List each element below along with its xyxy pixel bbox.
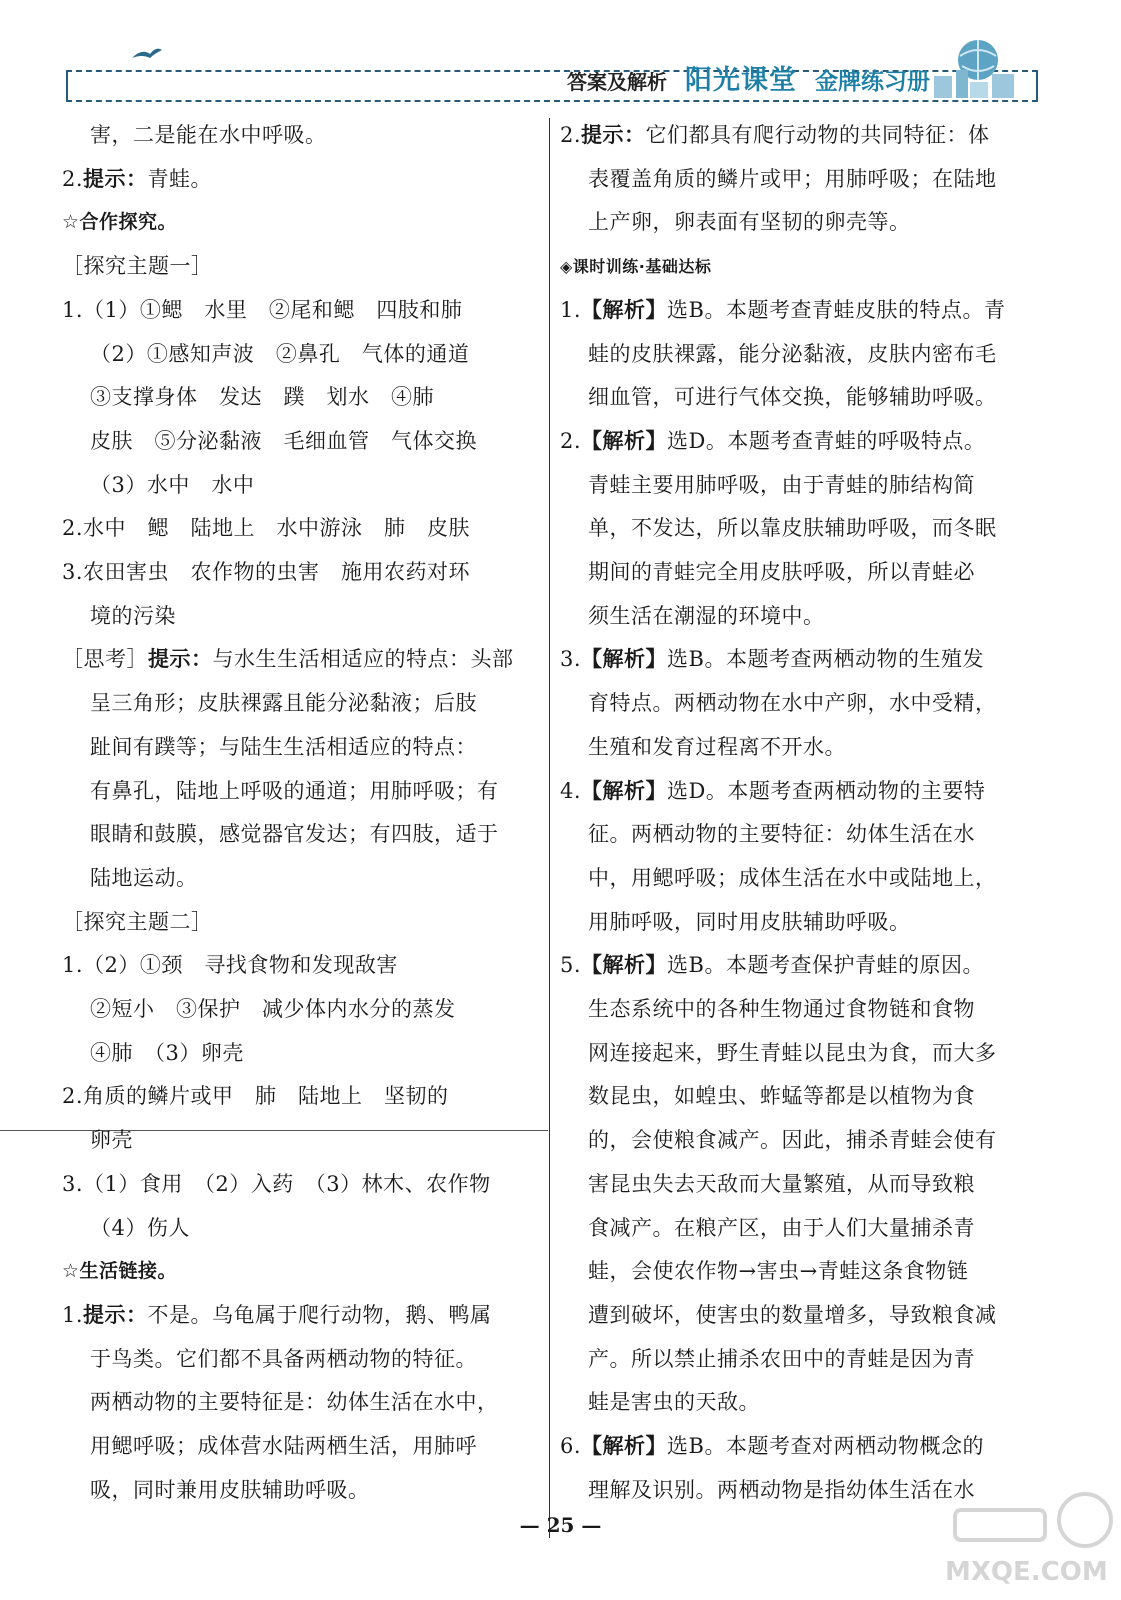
bird-icon: [130, 44, 164, 66]
right-line-14: 育特点。两栖动物在水中产卵，水中受精，: [588, 691, 997, 716]
globe-icon: [930, 34, 1020, 104]
left-line-10: 2.水中 鳃 陆地上 水中游泳 肺 皮肤: [62, 516, 471, 541]
right-line-6: 蛙的皮肤裸露，能分泌黏液，皮肤内密布毛: [588, 341, 997, 366]
left-line-7: ③支撑身体 发达 蹼 划水 ④肺: [90, 385, 434, 410]
left-line-21: ②短小 ③保护 减少体内水分的蒸发: [90, 997, 456, 1022]
left-line-13: ［思考］提示：与水生生活相适应的特点：头部: [62, 647, 514, 672]
right-line-5: 1.【解析】选B。本题考查青蛙皮肤的特点。青: [560, 297, 1006, 322]
left-line-31: 用鳃呼吸；成体营水陆两栖生活，用肺呼: [90, 1434, 477, 1459]
right-line-16: 4.【解析】选D。本题考查两栖动物的主要特: [560, 778, 986, 803]
right-line-32: 理解及识别。两栖动物是指幼体生活在水: [588, 1477, 975, 1502]
page-number: — 25 —: [519, 1513, 602, 1537]
header-titles: [567, 58, 930, 97]
right-line-7: 细血管，可进行气体交换，能够辅助呼吸。: [588, 385, 997, 410]
left-line-4: ［探究主题一］: [62, 254, 213, 279]
right-line-1: 2.提示：它们都具有爬行动物的共同特征：体: [560, 123, 990, 147]
right-line-24: 的，会使粮食减产。因此，捕杀青蛙会使有: [588, 1128, 997, 1153]
right-line-21: 生态系统中的各种生物通过食物链和食物: [588, 997, 975, 1022]
right-line-29: 产。所以禁止捕杀农田中的青蛙是因为青: [588, 1346, 975, 1371]
left-line-12: 境的污染: [90, 603, 176, 628]
left-line-25: 3.（1）食用 （2）入药 （3）林木、农作物: [62, 1171, 491, 1196]
right-line-26: 食减产。在粮产区，由于人们大量捕杀青: [588, 1215, 975, 1240]
left-line-15: 趾间有蹼等；与陆生生活相适应的特点：: [90, 734, 477, 759]
right-line-10: 单，不发达，所以靠皮肤辅助呼吸，而冬眠: [588, 516, 997, 541]
right-line-31: 6.【解析】选B。本题考查对两栖动物概念的: [560, 1434, 984, 1459]
left-line-22: ④肺 （3）卵壳: [90, 1040, 244, 1065]
column-divider: [549, 118, 550, 1538]
right-line-15: 生殖和发育过程离不开水。: [588, 734, 846, 759]
left-line-1: 害，二是能在水中呼吸。: [90, 123, 327, 147]
header-book: 金牌练习册: [815, 68, 930, 95]
left-line-29: 于鸟类。它们都不具备两栖动物的特征。: [90, 1346, 477, 1371]
left-line-8: 皮肤 ⑤分泌黏液 毛细血管 气体交换: [90, 428, 477, 453]
right-line-2: 表覆盖角质的鳞片或甲；用肺呼吸；在陆地: [588, 166, 997, 191]
header-label: 答案及解析: [567, 70, 667, 94]
left-column: [62, 114, 544, 1513]
right-line-25: 害昆虫失去天敌而大量繁殖，从而导致粮: [588, 1171, 975, 1196]
left-line-19: ［探究主题二］: [62, 909, 213, 934]
right-line-28: 遭到破坏，使害虫的数量增多，导致粮食减: [588, 1302, 997, 1327]
watermark-logo: [935, 1480, 1115, 1590]
header-brand: 阳光课堂: [685, 65, 797, 96]
left-line-24: 卵壳: [90, 1128, 133, 1153]
left-line-14: 呈三角形；皮肤裸露且能分泌黏液；后肢: [90, 691, 477, 716]
right-line-19: 用肺呼吸，同时用皮肤辅助呼吸。: [588, 909, 911, 934]
left-line-6: （2）①感知声波 ②鼻孔 气体的通道: [90, 341, 470, 366]
right-line-12: 须生活在潮湿的环境中。: [588, 603, 825, 628]
left-line-32: 吸，同时兼用皮肤辅助呼吸。: [90, 1477, 370, 1502]
right-line-17: 征。两栖动物的主要特征：幼体生活在水: [588, 822, 975, 847]
right-line-23: 数昆虫，如蝗虫、蚱蜢等都是以植物为食: [588, 1084, 975, 1109]
right-line-13: 3.【解析】选B。本题考查两栖动物的生殖发: [560, 647, 984, 672]
right-line-8: 2.【解析】选D。本题考查青蛙的呼吸特点。: [560, 428, 986, 453]
left-line-16: 有鼻孔，陆地上呼吸的通道；用肺呼吸；有: [90, 778, 499, 803]
left-line-23: 2.角质的鳞片或甲 肺 陆地上 坚韧的: [62, 1084, 449, 1109]
svg-text:MXQE.COM: MXQE.COM: [945, 1557, 1108, 1587]
left-line-20: 1.（2）①颈 寻找食物和发现敌害: [62, 953, 398, 978]
page-header: [60, 40, 1040, 110]
right-line-27: 蛙，会使农作物→害虫→青蛙这条食物链: [588, 1259, 969, 1284]
left-line-11: 3.农田害虫 农作物的虫害 施用农药对环: [62, 560, 471, 585]
right-line-11: 期间的青蛙完全用皮肤呼吸，所以青蛙必: [588, 560, 975, 585]
left-line-26: （4）伤人: [90, 1215, 190, 1240]
left-line-2: 2.提示：青蛙。: [62, 166, 213, 191]
right-line-3: 上产卵，卵表面有坚韧的卵壳等。: [588, 210, 911, 235]
right-line-4: ◈课时训练·基础达标: [560, 257, 712, 277]
left-line-27: ☆生活链接。: [62, 1260, 178, 1283]
left-line-9: （3）水中 水中: [90, 472, 255, 497]
left-line-5: 1.（1）①鳃 水里 ②尾和鳃 四肢和肺: [62, 297, 463, 322]
right-line-18: 中，用鳃呼吸；成体生活在水中或陆地上，: [588, 865, 997, 890]
right-line-30: 蛙是害虫的天敌。: [588, 1390, 760, 1415]
right-line-9: 青蛙主要用肺呼吸，由于青蛙的肺结构简: [588, 472, 975, 497]
left-line-30: 两栖动物的主要特征是：幼体生活在水中，: [90, 1390, 499, 1415]
left-line-17: 眼睛和鼓膜，感觉器官发达；有四肢，适于: [90, 822, 499, 847]
left-line-28: 1.提示：不是。乌龟属于爬行动物，鹅、鸭属: [62, 1302, 492, 1327]
right-line-20: 5.【解析】选B。本题考查保护青蛙的原因。: [560, 953, 984, 978]
left-line-3: ☆合作探究。: [62, 211, 178, 234]
left-line-18: 陆地运动。: [90, 865, 198, 890]
right-column: [560, 114, 1038, 1513]
right-line-22: 网连接起来，野生青蛙以昆虫为食，而大多: [588, 1040, 997, 1065]
